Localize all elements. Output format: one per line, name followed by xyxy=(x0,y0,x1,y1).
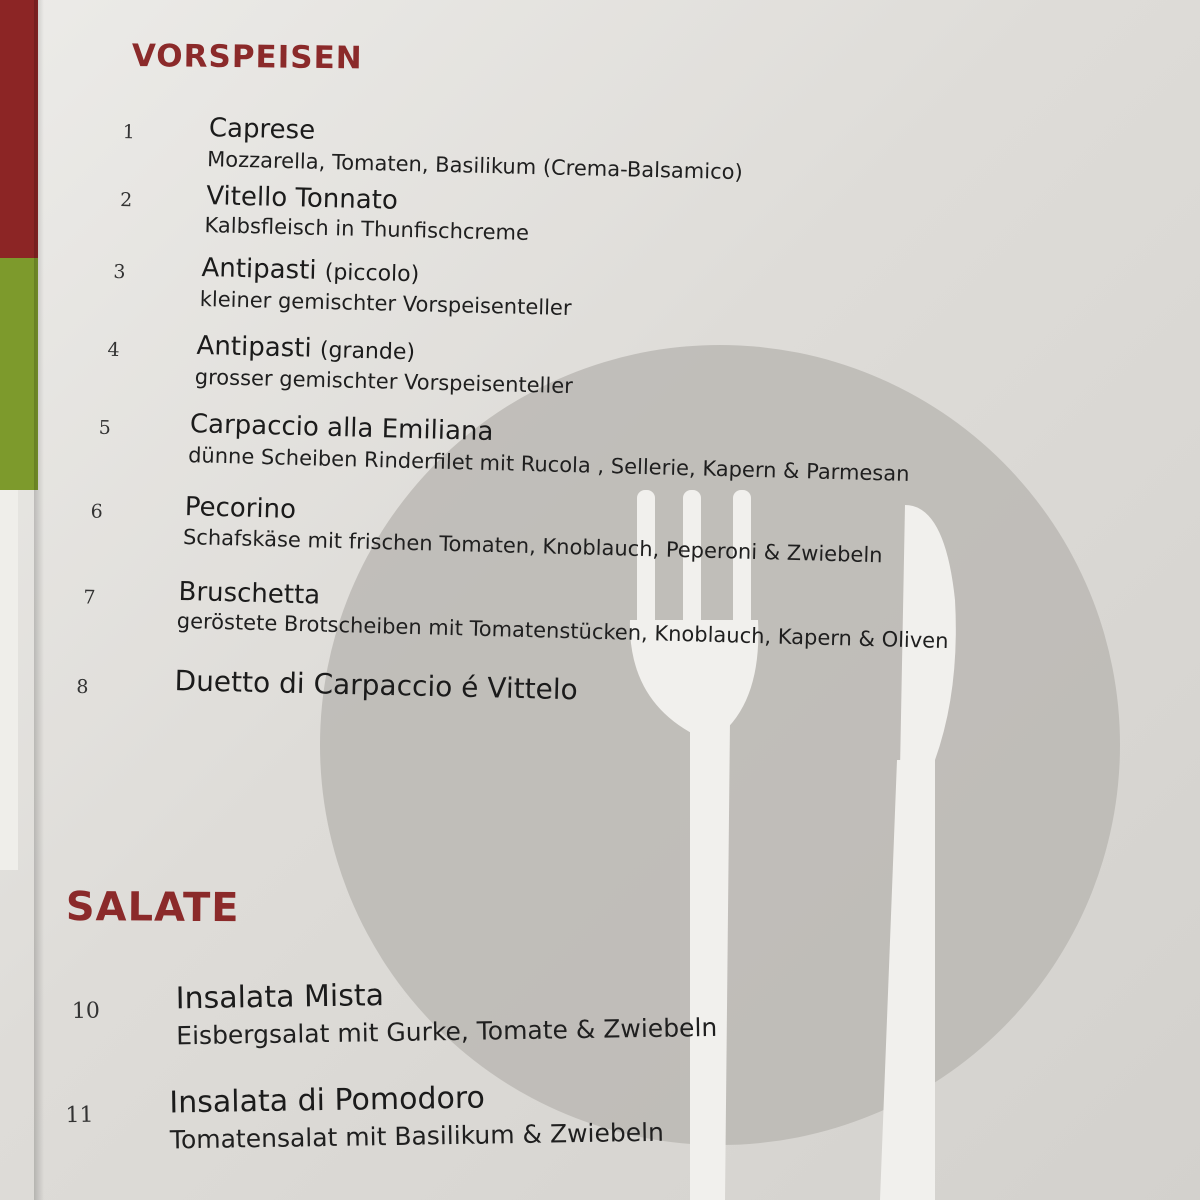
item-name: Pecorino xyxy=(184,492,297,525)
item-number: 3 xyxy=(113,260,126,284)
item-number: 8 xyxy=(76,675,89,699)
section-heading-salate: SALATE xyxy=(65,884,240,932)
item-name: Caprese xyxy=(208,113,316,146)
item-name-text: Antipasti xyxy=(201,253,317,286)
item-name: Carpaccio alla Emiliana xyxy=(189,409,494,448)
item-description: grosser gemischter Vorspeisenteller xyxy=(194,364,574,399)
item-name: Bruschetta xyxy=(178,576,321,611)
section-heading-vorspeisen: VORSPEISEN xyxy=(131,38,363,77)
item-name: Duetto di Carpaccio é Vittelo xyxy=(174,664,579,707)
item-number: 1 xyxy=(122,121,136,144)
item-name: Insalata di Pomodoro xyxy=(169,1080,486,1121)
item-description: Schafskäse mit frischen Tomaten, Knoblauch, Peperoni & Zwiebeln xyxy=(182,524,883,568)
item-number: 11 xyxy=(65,1102,94,1129)
item-name xyxy=(196,331,415,366)
item-name: Insalata Mista xyxy=(175,978,385,1017)
item-number: 10 xyxy=(71,998,101,1024)
item-description: Mozzarella, Tomaten, Basilikum (Crema-Balsamico) xyxy=(206,147,743,185)
item-name: Vitello Tonnato xyxy=(205,181,399,216)
item-description: Tomatensalat mit Basilikum & Zwiebeln xyxy=(169,1117,665,1155)
item-description: geröstete Brotscheiben mit Tomatenstücken, Knoblauch, Kapern & Oliven xyxy=(176,608,949,654)
item-number: 4 xyxy=(107,338,120,362)
item-description: dünne Scheiben Rinderfilet mit Rucola , Sellerie, Kapern & Parmesan xyxy=(187,443,910,486)
item-size-note: (piccolo) xyxy=(324,260,420,288)
item-name-text: Antipasti xyxy=(196,330,313,364)
item-number: 7 xyxy=(83,586,96,609)
item-number: 2 xyxy=(119,188,133,212)
item-number: 5 xyxy=(98,416,112,440)
item-number: 6 xyxy=(90,500,104,523)
item-name xyxy=(201,253,419,288)
item-description: kleiner gemischter Vorspeisenteller xyxy=(199,286,572,321)
item-description: Eisbergsalat mit Gurke, Tomate & Zwiebeln xyxy=(176,1012,718,1051)
item-size-note: (grande) xyxy=(319,337,416,366)
item-description: Kalbsfleisch in Thunfischcreme xyxy=(204,213,530,245)
